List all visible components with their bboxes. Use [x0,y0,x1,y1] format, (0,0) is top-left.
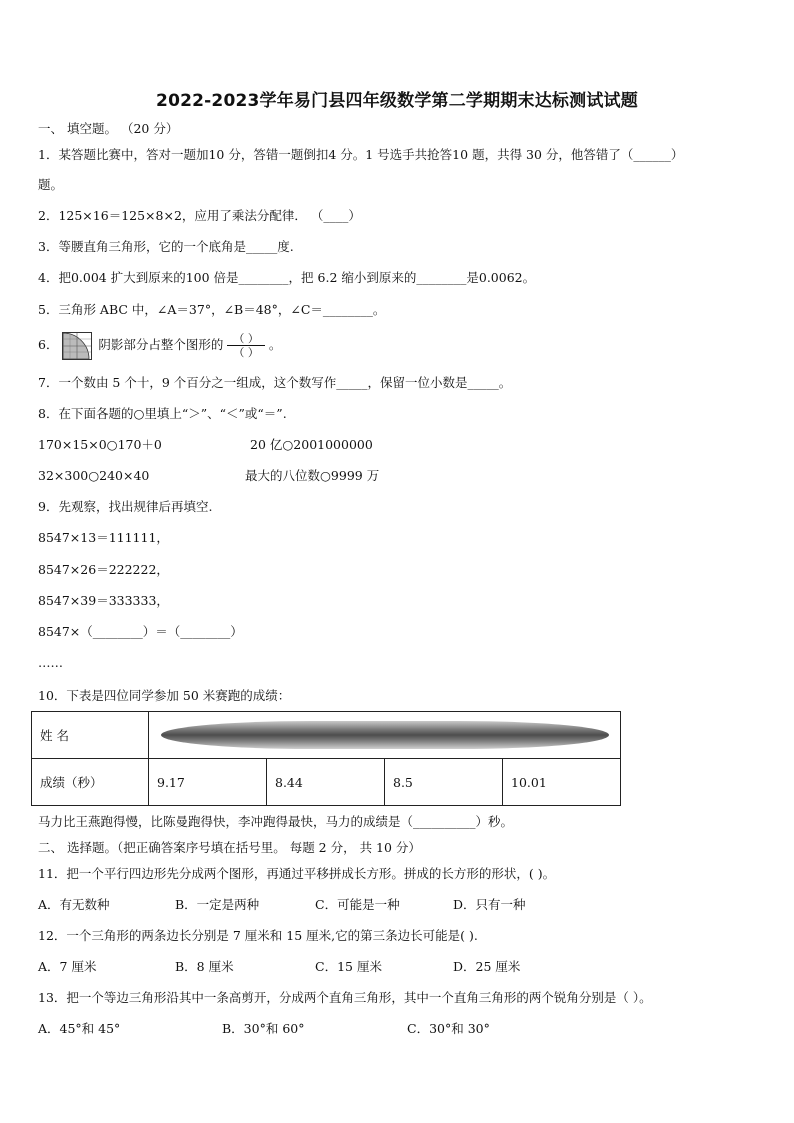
shaded-square-figure-icon [62,332,92,360]
question-11-option-a[interactable]: A．有无数种 [38,897,110,912]
question-5: 5．三角形 ABC 中，∠A＝37°，∠B＝48°，∠C＝________。 [38,302,386,317]
question-13: 13．把一个等边三角形沿其中一条高剪开，分成两个直角三角形，其中一个直角三角形的两个锐角分别是（ ）。 [38,990,652,1005]
question-12-option-a[interactable]: A．7 厘米 [38,959,97,974]
question-9-line-3: 8547×39＝333333， [38,593,169,608]
question-13-option-b[interactable]: B．30°和 60° [222,1021,305,1036]
question-1: 1．某答题比赛中，答对一题加10 分，答错一题倒扣4 分。1 号选手共抢答10 题，共得 30 分，他答错了（______） [38,147,684,162]
question-9: 9．先观察，找出规律后再填空. [38,499,213,514]
question-7: 7．一个数由 5 个十，9 个百分之一组成，这个数写作_____，保留一位小数是_____。 [38,375,512,390]
redaction-scribble [161,721,609,749]
question-8: 8．在下面各题的○里填上“＞”、“＜”或“＝”. [38,406,287,421]
question-9-line-4: 8547×（________）＝（________） [38,624,243,639]
question-8-item-a: 170×15×0○170＋0 [38,437,162,452]
race-results-table [31,711,621,806]
question-12-option-c[interactable]: C．15 厘米 [315,959,382,974]
question-11: 11．把一个平行四边形先分成两个图形，再通过平移拼成长方形。拼成的长方形的形状，( )。 [38,866,556,881]
question-10: 10．下表是四位同学参加 50 米赛跑的成绩： [38,688,291,703]
name-header-cell: 姓 名 [32,712,149,759]
question-12-option-b[interactable]: B．8 厘米 [175,959,234,974]
fraction-answer [227,332,265,359]
score-cell: 9.17 [149,759,267,806]
redacted-names-cell [149,712,621,759]
table-row [32,712,621,759]
score-cell: 10.01 [503,759,621,806]
question-1-cont: 题。 [38,177,64,192]
question-2: 2．125×16＝125×8×2，应用了乘法分配律． （____） [38,208,361,223]
score-header-cell: 成绩（秒） [32,759,149,806]
question-6-number: 6． [38,337,59,352]
question-8-item-b: 20 亿○2001000000 [250,437,373,452]
question-12: 12．一个三角形的两条边长分别是 7 厘米和 15 厘米,它的第三条边长可能是( ). [38,928,478,943]
question-6-text: 阴影部分占整个图形的 [98,337,224,352]
page-title: 2022-2023学年易门县四年级数学第二学期期末达标测试试题 [156,91,638,111]
question-10-prompt: 马力比王燕跑得慢，比陈曼跑得快，李冲跑得最快，马力的成绩是（__________）秒。 [38,814,514,829]
score-cell: 8.5 [385,759,503,806]
fraction-numerator: （ ） [227,332,265,346]
section-1-heading: 一、 填空题。 （20 分） [38,121,179,136]
question-11-option-d[interactable]: D．只有一种 [453,897,526,912]
question-11-option-c[interactable]: C．可能是一种 [315,897,400,912]
question-12-option-d[interactable]: D．25 厘米 [453,959,521,974]
question-9-line-1: 8547×13＝111111， [38,530,169,545]
question-6 [38,330,281,360]
score-cell: 8.44 [267,759,385,806]
question-11-option-b[interactable]: B．一定是两种 [175,897,260,912]
fraction-denominator: （ ） [233,346,259,359]
question-4: 4．把0.004 扩大到原来的100 倍是________，把 6.2 缩小到原来的________是0.0062。 [38,270,536,285]
section-2-heading: 二、 选择题。（把正确答案序号填在括号里。 每题 2 分， 共 10 分） [38,840,421,855]
question-8-item-d: 最大的八位数○9999 万 [245,468,380,483]
table-row [32,759,621,806]
question-13-option-c[interactable]: C．30°和 30° [407,1021,490,1036]
question-8-item-c: 32×300○240×40 [38,468,150,483]
question-6-end: 。 [268,337,282,352]
question-9-ellipsis: …… [38,655,63,670]
question-3: 3．等腰直角三角形，它的一个底角是_____度. [38,239,294,254]
question-9-line-2: 8547×26＝222222， [38,562,169,577]
question-13-option-a[interactable]: A．45°和 45° [38,1021,121,1036]
